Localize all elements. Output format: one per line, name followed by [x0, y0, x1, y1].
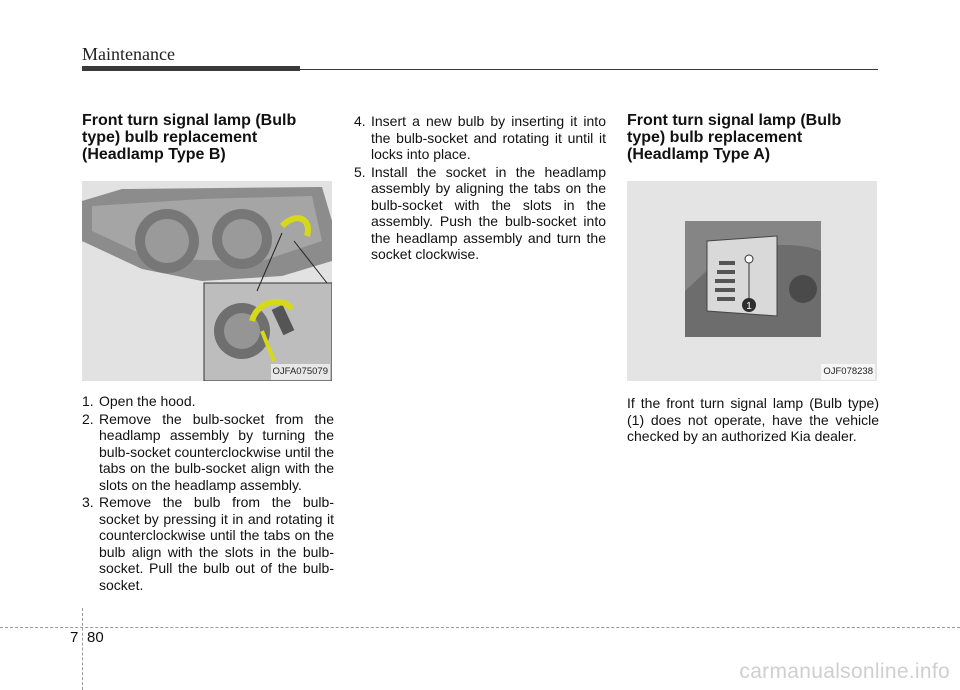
- step-item: [82, 393, 334, 410]
- headlamp-b-illustration: [82, 181, 332, 381]
- body-paragraph: If the front turn signal lamp (Bulb type) (1) does not operate, have the vehicle checked by an authorized Kia dealer.: [627, 395, 879, 444]
- column-left: [82, 112, 334, 594]
- page-number: 80: [87, 629, 104, 646]
- watermark: carmanualsonline.info: [739, 660, 950, 683]
- step-text: Open the hood.: [99, 393, 196, 409]
- heading-line: type) bulb replacement: [627, 129, 803, 146]
- footer-rule: [0, 627, 960, 628]
- header-rule-thick: [82, 66, 300, 71]
- step-number: 1.: [82, 393, 94, 409]
- column-middle: [354, 113, 606, 264]
- heading-line: (Headlamp Type A): [627, 146, 771, 163]
- section-title: Maintenance: [82, 44, 175, 64]
- figure-code: OJFA075079: [271, 364, 330, 381]
- figure-code: OJF078238: [821, 364, 875, 381]
- steps-list-2: [354, 113, 606, 263]
- step-number: 4.: [354, 113, 366, 129]
- step-item: [82, 494, 334, 593]
- chapter-number: 7: [70, 629, 79, 646]
- fog-lamp-illustration: [627, 181, 877, 381]
- heading-line: (Headlamp Type B): [82, 146, 226, 163]
- step-number: 3.: [82, 494, 94, 510]
- headlamp-b-drawing: [82, 181, 332, 381]
- step-text: Remove the bulb from the bulb-socket by pressing it in and rotating it counterclockwise until the tabs on the bulb align with the slots in the bulb-socket. Pull the bulb out of the bulb-socket.: [99, 494, 334, 593]
- heading-type-a: [627, 112, 879, 163]
- step-number: 5.: [354, 163, 366, 180]
- step-number: 2.: [82, 410, 94, 427]
- header-rule-thin: [300, 69, 878, 70]
- steps-list-1: [82, 393, 334, 593]
- column-right: [627, 112, 879, 445]
- step-text: Remove the bulb-socket from the headlamp assembly by turning the bulb-socket counterclockwise until the tabs on the bulb-socket align with the slots on the headlamp assembly.: [99, 410, 335, 493]
- heading-line: Front turn signal lamp (Bulb: [627, 112, 842, 129]
- step-item: [354, 164, 606, 263]
- fog-lamp-drawing: [627, 181, 877, 381]
- step-item: [82, 411, 334, 494]
- callout-label: 1: [746, 301, 752, 312]
- heading-line: type) bulb replacement: [82, 129, 258, 146]
- step-item: [354, 113, 606, 163]
- heading-type-b: [82, 112, 334, 163]
- step-text: Install the socket in the headlamp assembly by aligning the tabs on the bulb-socket with the slots in the assembly. Push the bulb-socket into the headlamp assembly and turn the socket clockwise.: [371, 163, 606, 262]
- heading-line: Front turn signal lamp (Bulb: [82, 112, 297, 129]
- footer-divider: [82, 608, 83, 690]
- step-text: Insert a new bulb by inserting it into the bulb-socket and rotating it until it locks into place.: [371, 113, 606, 162]
